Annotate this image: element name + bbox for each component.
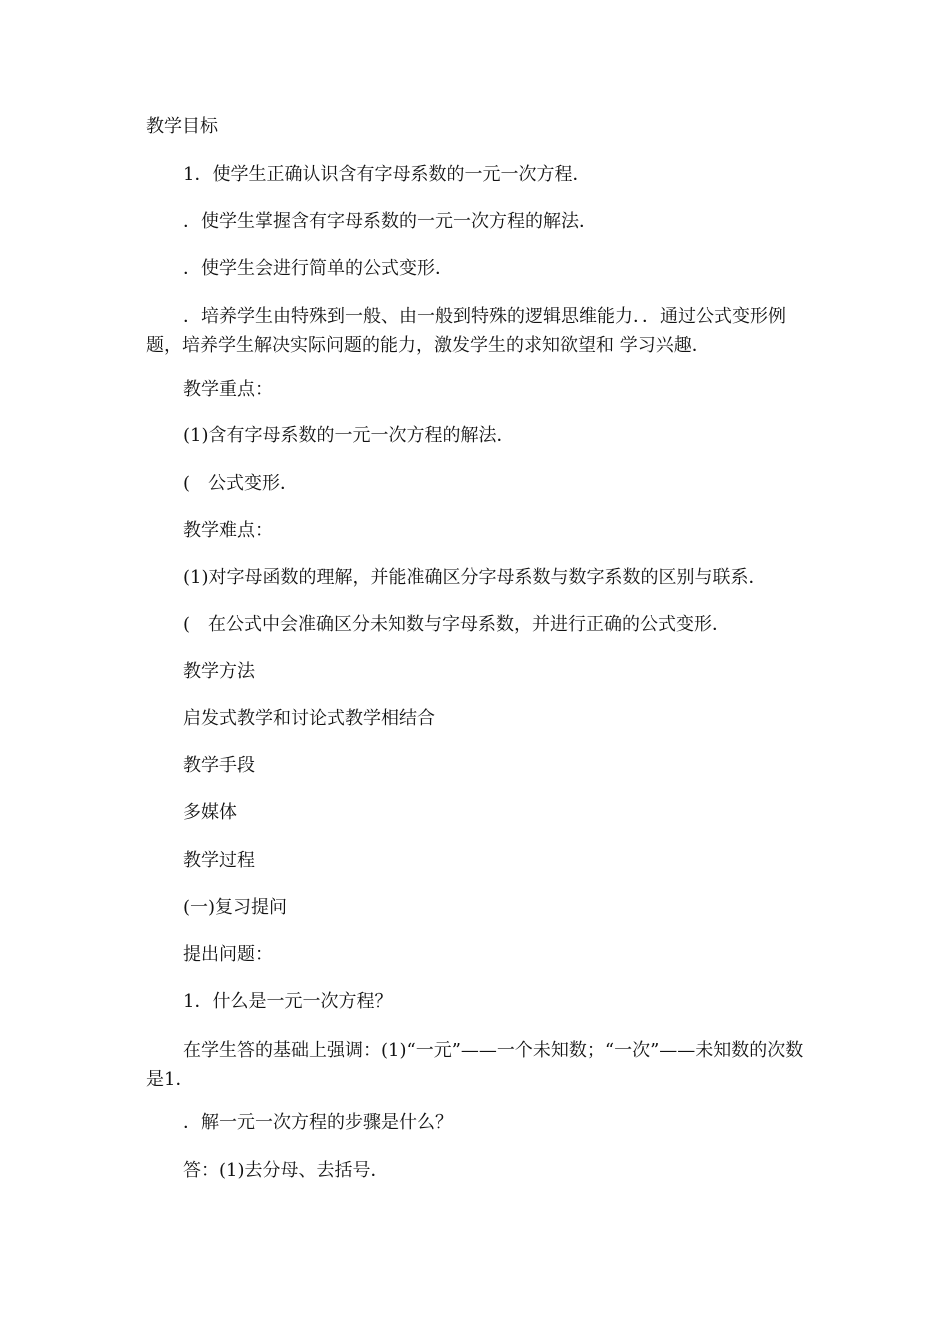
heading-teaching-goals: 教学目标 — [146, 116, 218, 137]
teaching-method-text: 启发式教学和讨论式教学相结合 — [183, 708, 435, 729]
key-point-1: (1)含有字母系数的一元一次方程的解法． — [183, 425, 515, 446]
heading-difficulties: 教学难点： — [183, 520, 273, 541]
goal-item-3: ．使学生会进行简单的公式变形． — [183, 258, 453, 279]
section-review-questions: (一)复习提问 — [183, 897, 288, 918]
goal-item-1: 1．使学生正确认识含有字母系数的一元一次方程． — [183, 164, 591, 185]
teaching-means-text: 多媒体 — [183, 802, 237, 823]
difficulty-2: ( 在公式中会准确区分未知数与字母系数，并进行正确的公式变形． — [183, 614, 731, 635]
difficulty-1: (1)对字母函数的理解，并能准确区分字母系数与数字系数的区别与联系． — [183, 567, 767, 588]
goal-item-4: ．培养学生由特殊到一般、由一般到特殊的逻辑思维能力．．通过公式变形例题，培养学生解决实际问题的能力，激发学生的求知欲望和 学习兴趣． — [146, 306, 786, 356]
raise-question-label: 提出问题： — [183, 944, 273, 965]
heading-teaching-method: 教学方法 — [183, 661, 255, 682]
heading-key-points: 教学重点： — [183, 379, 273, 400]
heading-teaching-means: 教学手段 — [183, 755, 255, 776]
emphasis-paragraph: 在学生答的基础上强调：(1)“一元”——一个未知数；“一次”——未知数的次数是1． — [146, 1040, 804, 1090]
question-2: ．解一元一次方程的步骤是什么？ — [183, 1112, 453, 1133]
answer-step-1: 答：(1)去分母、去括号． — [183, 1160, 389, 1181]
goal-item-2: ．使学生掌握含有字母系数的一元一次方程的解法． — [183, 211, 597, 232]
key-point-2: ( 公式变形． — [183, 473, 299, 494]
question-1: 1．什么是一元一次方程？ — [183, 991, 393, 1012]
heading-teaching-process: 教学过程 — [183, 850, 255, 871]
